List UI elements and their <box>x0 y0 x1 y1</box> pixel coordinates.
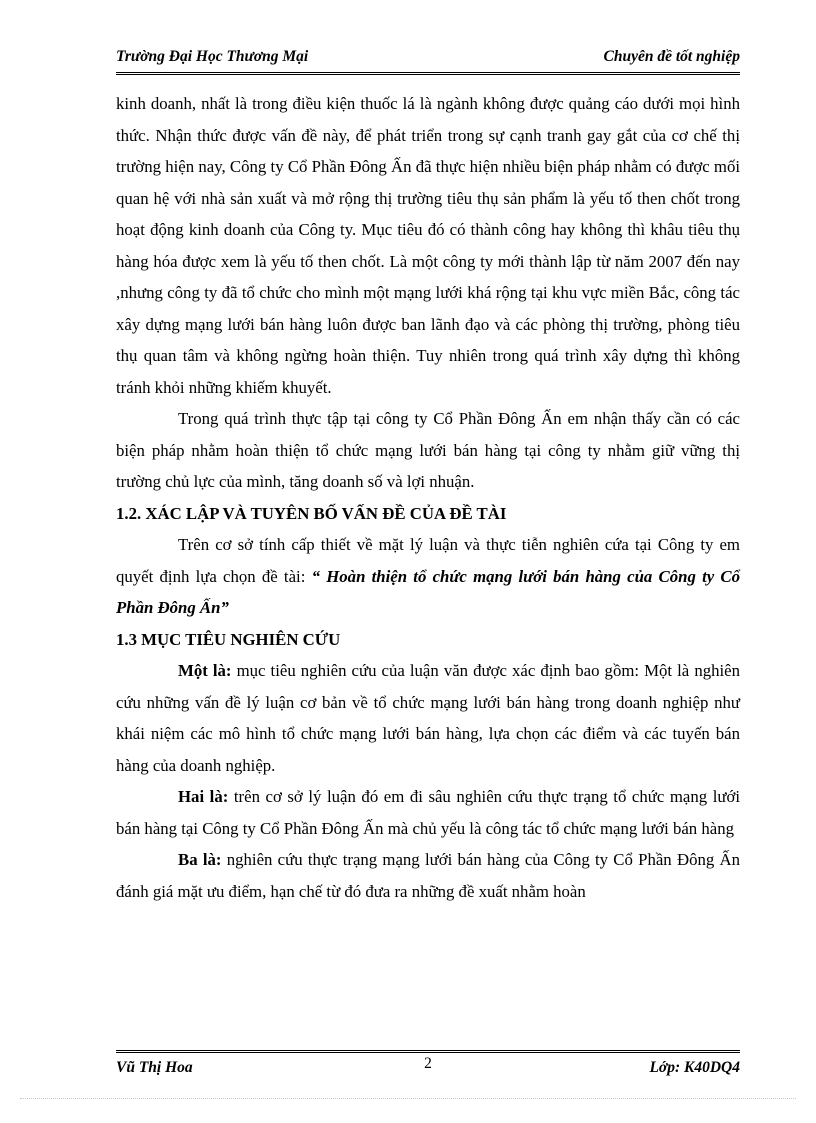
topic-title: “ Hoàn thiện tổ chức mạng lưới bán hàng của Công ty Cổ Phần Đông Ấn” <box>116 566 740 617</box>
paragraph-topic-choice <box>116 529 740 624</box>
page-bottom-dotted-divider <box>20 1098 796 1099</box>
page-footer <box>116 1050 740 1083</box>
header-document-type: Chuyên đề tốt nghiệp <box>603 48 740 65</box>
paragraph-objective-one <box>116 655 740 781</box>
objective-one-text: mục tiêu nghiên cứu của luận văn được xác định bao gồm: Một là nghiên cứu những vấn đề lý luận cơ bản về tổ chức mạng lưới bán hàng trong doanh nghiệp như khái niệm các mô hình tổ chức mạng lưới bán hàng, lựa chọn các điểm và các tuyến bán hàng của doanh nghiệp. <box>116 661 740 775</box>
page-header <box>116 46 740 75</box>
paragraph-internship: Trong quá trình thực tập tại công ty Cổ Phần Đông Ấn em nhận thấy cần có các biện pháp nhằm hoàn thiện tổ chức mạng lưới bán hàng tại công ty nhằm giữ vững thị trường chủ lực của mình, tăng doanh số và lợi nhuận. <box>116 409 740 491</box>
footer-class: Lớp: K40DQ4 <box>649 1059 740 1076</box>
header-school-name: Trường Đại Học Thương Mại <box>116 48 309 65</box>
objective-two-text: trên cơ sở lý luận đó em đi sâu nghiên cứu thực trạng tổ chức mạng lưới bán hàng tại Công ty Cổ Phần Đông Ấn mà chủ yếu là công tác tổ chức mạng lưới bán hàng <box>116 787 740 838</box>
section-heading-1-2: 1.2. XÁC LẬP VÀ TUYÊN BỐ VẤN ĐỀ CỦA ĐỀ TÀI <box>116 503 507 523</box>
objective-one-label: Một là: <box>178 661 232 680</box>
objective-two-label: Hai là: <box>178 787 229 806</box>
paragraph-continuation: kinh doanh, nhất là trong điều kiện thuốc lá là ngành không được quảng cáo dưới mọi hình thức. Nhận thức được vấn đề này, để phát triển trong sự cạnh tranh gay gắt của cơ chế thị trường hiện nay, Công ty Cổ Phần Đông Ấn đã thực hiện nhiều biện pháp nhằm có được mối quan hệ với nhà sản xuất và mở rộng thị trường tiêu thụ sản phẩm là yếu tố then chốt trong hoạt động kinh doanh của Công ty. Mục tiêu đó có thành công hay không thì khâu tiêu thụ hàng hóa được xem là yếu tố then chốt. Là một công ty mới thành lập từ năm 2007 đến nay ,nhưng công ty đã tổ chức cho mình một mạng lưới khá rộng tại khu vực miền Bắc, công tác xây dựng mạng lưới bán hàng luôn được ban lãnh đạo và các phòng thị trường, phòng tiêu thụ quan tâm và không ngừng hoàn thiện. Tuy nhiên trong quá trình xây dựng thì không tránh khỏi những khiếm khuyết. <box>116 94 740 397</box>
paragraph-objective-two <box>116 781 740 844</box>
objective-three-text: nghiên cứu thực trạng mạng lưới bán hàng của Công ty Cổ Phần Đông Ấn đánh giá mặt ưu điểm, hạn chế từ đó đưa ra những đề xuất nhằm hoàn <box>116 850 740 901</box>
section-heading-1-3: 1.3 MỤC TIÊU NGHIÊN CỨU <box>116 629 341 649</box>
objective-three-label: Ba là: <box>178 850 222 869</box>
footer-author: Vũ Thị Hoa <box>116 1059 193 1076</box>
topic-lead-text: Trên cơ sở tính cấp thiết về mặt lý luận và thực tiễn nghiên cứa tại Công ty em quyết định lựa chọn đề tài: <box>116 535 740 586</box>
page-content <box>116 88 740 907</box>
page-number: 2 <box>424 1055 432 1072</box>
paragraph-objective-three <box>116 844 740 907</box>
